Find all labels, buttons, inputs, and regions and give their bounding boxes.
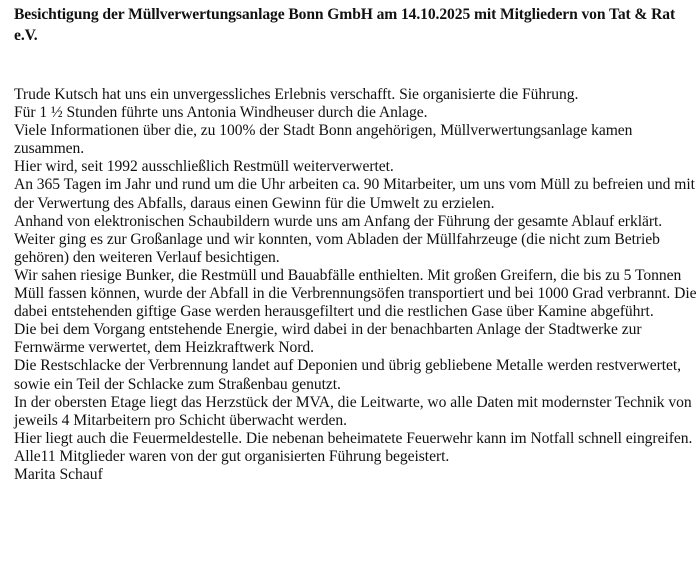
document-body: [14, 86, 698, 484]
paragraph: Für 1 ½ Stunden führte uns Antonia Windheuser durch die Anlage.: [14, 104, 428, 122]
paragraph: Wir sahen riesige Bunker, die Restmüll und Bauabfälle enthielten. Mit großen Greifern, die bis zu 5 Tonnen Müll fassen können, wurde der Abfall in die Verbrennungsöfen transportiert und bei 1000 Grad verbrannt. Die dabei entstehenden giftige Gase werden herausgefiltert und die restlichen Gase über Kamine abgeführt.: [14, 266, 697, 321]
document-page: [14, 4, 698, 484]
paragraph: Alle11 Mitglieder waren von der gut organisierten Führung begeistert.: [14, 447, 450, 465]
paragraph: Weiter ging es zur Großanlage und wir konnten, vom Abladen der Müllfahrzeuge (die nicht zum Betrieb gehören) den weiteren Verlauf besichtigen.: [14, 230, 660, 266]
document-title: Besichtigung der Müllverwertungsanlage Bonn GmbH am 14.10.2025 mit Mitgliedern von Tat & Rat e.V.: [14, 6, 676, 44]
author-signature: Marita Schauf: [14, 465, 103, 483]
paragraph: Die Restschlacke der Verbrennung landet auf Deponien und übrig gebliebene Metalle werden restverwertet, sowie ein Teil der Schlacke zum Straßenbau genutzt.: [14, 357, 682, 393]
paragraph: Hier liegt auch die Feuermeldestelle. Die nebenan beheimatete Feuerwehr kann im Notfall schnell eingreifen.: [14, 429, 693, 447]
paragraph: Trude Kutsch hat uns ein unvergessliches Erlebnis verschafft. Sie organisierte die Führung.: [14, 86, 579, 103]
paragraph: Hier wird, seit 1992 ausschließlich Restmüll weiterverwertet.: [14, 158, 394, 176]
paragraph: Anhand von elektronischen Schaubildern wurde uns am Anfang der Führung der gesamte Ablauf erklärt.: [14, 212, 663, 230]
paragraph: An 365 Tagen im Jahr und rund um die Uhr arbeiten ca. 90 Mitarbeiter, um uns vom Müll zu befreien und mit der Verwertung des Abfalls, daraus einen Gewinn für die Umwelt zu erzielen.: [14, 176, 695, 212]
paragraph: Die bei dem Vorgang entstehende Energie, wird dabei in der benachbarten Anlage der Stadtwerke zur Fernwärme verwertet, dem Heizkraftwerk Nord.: [14, 321, 642, 357]
paragraph: In der obersten Etage liegt das Herzstück der MVA, die Leitwarte, wo alle Daten mit modernster Technik von jeweils 4 Mitarbeitern pro Schicht überwacht werden.: [14, 393, 692, 429]
paragraph: Viele Informationen über die, zu 100% der Stadt Bonn angehörigen, Müllverwertungsanlage kamen zusammen.: [14, 122, 633, 158]
